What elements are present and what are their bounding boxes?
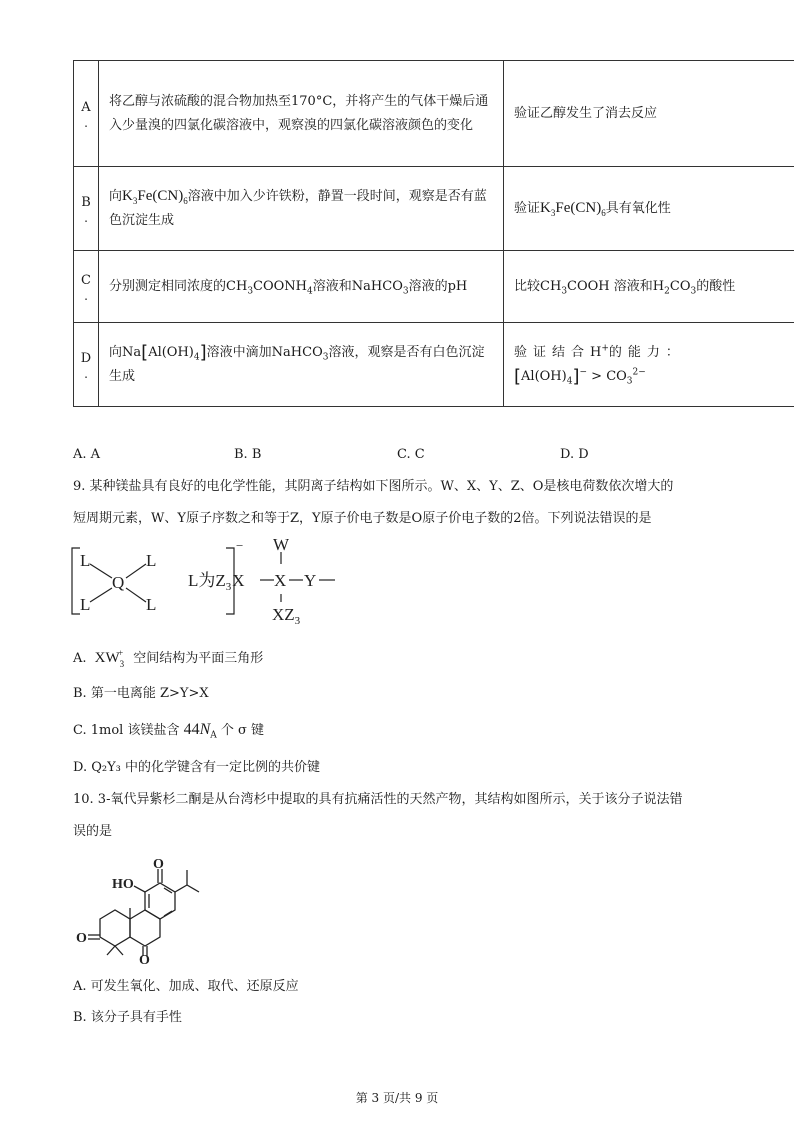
experiment-cell: 将乙醇与浓硫酸的混合物加热至170°C，并将产生的气体干燥后通入少量溴的四氯化碳溶液中，观察溴的四氯化碳溶液颜色的变化 <box>99 61 504 167</box>
ligand-l: L <box>80 595 91 614</box>
table-row-d <box>74 323 794 407</box>
oxygen-label: O <box>139 953 150 965</box>
atom-x: X <box>274 571 287 590</box>
anion-structure-diagram <box>66 536 356 626</box>
q9-option-c[interactable]: C. 1mol 该镁盐含 $44N_A$ 个 σ 键 <box>73 721 265 741</box>
purpose-cell: 验证结合H+的能力： $[Al(OH)_4]^- > CO_3^{2-}$ <box>504 323 794 407</box>
choice-c[interactable]: C. C <box>397 447 425 462</box>
row-letter: A . <box>74 61 99 167</box>
center-q: Q <box>112 573 125 592</box>
experiment-cell: 分别测定相同浓度的$CH_3COONH_4$溶液和NaHCO$_3$溶液的pH <box>99 251 504 323</box>
q10-option-a[interactable]: A. 可发生氧化、加成、取代、还原反应 <box>73 979 299 994</box>
group-xz3: $XZ_3$ <box>272 605 301 626</box>
table-row-c <box>74 251 794 323</box>
purpose-cell: 比较$CH_3COOH$ 溶液和$H_2CO_3$的酸性 <box>504 251 794 323</box>
experiment-table <box>73 60 794 407</box>
q9-option-b[interactable]: B. 第一电离能 Z>Y>X <box>73 686 209 701</box>
experiment-cell: 向$K_3Fe(CN)_6$溶液中加入少许铁粉，静置一段时间，观察是否有蓝色沉淀生成 <box>99 167 504 251</box>
q9-stem-line2: 短周期元素，W、Y原子序数之和等于Z，Y原子价电子数是O原子价电子数的2倍。下列说法错误的是 <box>73 511 652 526</box>
hydroxyl-label: HO <box>112 877 134 892</box>
ligand-l: L <box>146 551 157 570</box>
table-row-a <box>74 61 794 167</box>
atom-w: W <box>273 536 290 554</box>
l-definition: L为$Z_3X$ <box>188 571 245 593</box>
purpose-cell: 验证乙醇发生了消去反应 <box>504 61 794 167</box>
choice-b[interactable]: B. B <box>234 447 262 462</box>
q9-option-d[interactable]: D. Q₂Y₃ 中的化学键含有一定比例的共价键 <box>73 760 321 775</box>
molecule-structure <box>72 850 222 965</box>
choice-d[interactable]: D. D <box>560 447 589 462</box>
page-footer: 第 3 页/共 9 页 <box>355 1091 439 1105</box>
choice-a[interactable]: A. A <box>73 447 101 462</box>
charge-minus: − <box>236 538 244 553</box>
answer-choices <box>73 447 673 465</box>
row-letter: C . <box>74 251 99 323</box>
experiment-cell: 向$Na[Al(OH)_4]$溶液中滴加NaHCO$_3$溶液，观察是否有白色沉淀生成 <box>99 323 504 407</box>
oxygen-label: O <box>76 931 87 946</box>
table-row-b <box>74 167 794 251</box>
purpose-cell: 验证$K_3Fe(CN)_6$具有氧化性 <box>504 167 794 251</box>
q9-option-a[interactable]: A. $XW_3^+$ 空间结构为平面三角形 <box>73 648 264 669</box>
q10-stem-line2: 误的是 <box>73 824 113 839</box>
ligand-l: L <box>146 595 157 614</box>
q10-option-b[interactable]: B. 该分子具有手性 <box>73 1010 182 1025</box>
q10-stem-line1: 10. 3-氧代异紫杉二酮是从台湾杉中提取的具有抗痛活性的天然产物，其结构如图所示，关于该分子说法错 <box>73 792 683 807</box>
row-letter: B . <box>74 167 99 251</box>
left-bracket <box>72 548 80 614</box>
atom-y: Y <box>304 571 317 590</box>
oxygen-label: O <box>153 857 164 872</box>
row-letter: D . <box>74 323 99 407</box>
q9-stem-line1: 9. 某种镁盐具有良好的电化学性能，其阴离子结构如下图所示。W、X、Y、Z、O是核电荷数依次增大的 <box>73 479 674 494</box>
formula-k3fecn6: $K_3Fe(CN)_6$ <box>122 188 188 206</box>
ligand-l: L <box>80 551 91 570</box>
